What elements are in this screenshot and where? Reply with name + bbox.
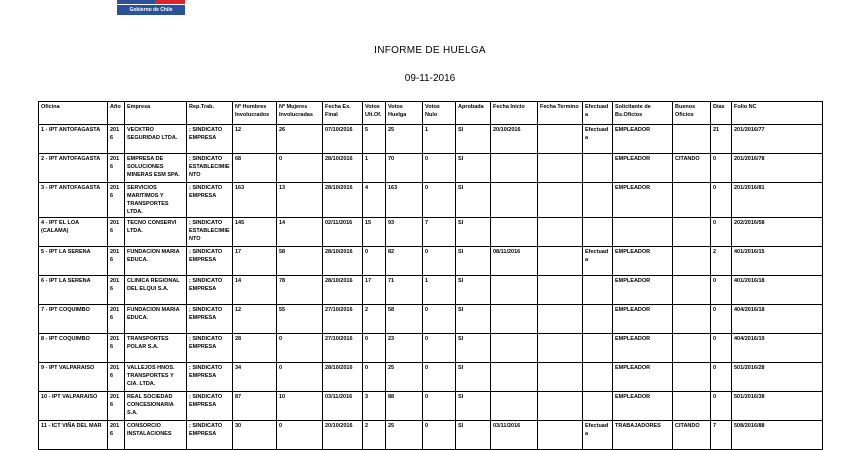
column-header: Folio NC (732, 102, 823, 125)
table-cell: 68 (233, 154, 277, 183)
table-cell: EMPLEADOR (613, 276, 673, 305)
table-cell: EMPLEADOR (613, 247, 673, 276)
table-cell: 28/10/2016 (323, 276, 363, 305)
column-header: Solicitante de Bs.Oficios (613, 102, 673, 125)
table-cell: 8 - IPT COQUIMBO (39, 334, 108, 363)
table-cell (583, 218, 613, 247)
table-cell: 71 (386, 276, 423, 305)
table-cell: 2016 (108, 305, 125, 334)
table-cell: 11 - ICT VIÑA DEL MAR (39, 421, 108, 450)
table-cell: SI (456, 154, 491, 183)
table-cell (583, 392, 613, 421)
table-cell: 0 (711, 392, 732, 421)
table-cell: SI (456, 334, 491, 363)
table-cell: 12 (233, 125, 277, 154)
table-cell: SERVICIOS MARITIMOS Y TRANSPORTES LTDA. (125, 183, 187, 218)
table-cell: 26 (277, 125, 323, 154)
table-cell: 1 (363, 154, 386, 183)
table-cell: 501/2016/28 (732, 363, 823, 392)
table-cell: 20/10/2016 (323, 421, 363, 450)
table-cell: 201/2016/81 (732, 183, 823, 218)
table-cell: EMPRESA DE SOLUCIONES MINERAS ESM SPA. (125, 154, 187, 183)
column-header: Votos Huelga (386, 102, 423, 125)
column-header: Nº Hombres Involucrados (233, 102, 277, 125)
table-cell: 1 - IPT ANTOFAGASTA (39, 125, 108, 154)
table-cell: SI (456, 305, 491, 334)
table-cell: 03/11/2016 (323, 392, 363, 421)
table-header-row (39, 102, 823, 125)
table-cell (538, 305, 583, 334)
table-cell: 0 (423, 334, 456, 363)
table-cell (673, 363, 711, 392)
strike-report-table (38, 101, 823, 450)
column-header: Fecha Termino (538, 102, 583, 125)
table-cell (583, 363, 613, 392)
table-cell: EMPLEADOR (613, 363, 673, 392)
table-cell: 88 (386, 392, 423, 421)
table-cell: CLINICA REGIONAL DEL ELQUI S.A. (125, 276, 187, 305)
table-cell: 404/2016/19 (732, 334, 823, 363)
table-cell: 0 (711, 276, 732, 305)
table-cell (491, 334, 538, 363)
table-row (39, 154, 823, 183)
table-cell: 28/10/2016 (323, 363, 363, 392)
table-cell: ; SINDICATO EMPRESA (187, 363, 233, 392)
table-cell: EMPLEADOR (613, 183, 673, 218)
table-cell: 501/2016/38 (732, 392, 823, 421)
table-cell: 2016 (108, 334, 125, 363)
table-cell: 145 (233, 218, 277, 247)
column-header: Empresa (125, 102, 187, 125)
table-cell: 0 (423, 154, 456, 183)
table-cell: 6 - IPT LA SERENA (39, 276, 108, 305)
column-header: Aprobada (456, 102, 491, 125)
table-cell: 15 (363, 218, 386, 247)
table-cell: 28 (233, 334, 277, 363)
table-cell: TECNO CONSERVI LTDA. (125, 218, 187, 247)
column-header: Días (711, 102, 732, 125)
table-cell: 34 (233, 363, 277, 392)
table-cell: 0 (277, 334, 323, 363)
table-cell (491, 218, 538, 247)
table-cell: Efectuada (583, 125, 613, 154)
table-cell: 0 (423, 363, 456, 392)
table-cell: 4 - IPT EL LOA (CALAMA) (39, 218, 108, 247)
table-cell (673, 218, 711, 247)
table-cell: 93 (386, 218, 423, 247)
table-cell: 2016 (108, 183, 125, 218)
table-cell (673, 305, 711, 334)
table-cell: CITANDO (673, 421, 711, 450)
table-cell: 5 - IPT LA SERENA (39, 247, 108, 276)
table-cell: 23 (386, 334, 423, 363)
table-cell: ; SINDICATO EMPRESA (187, 247, 233, 276)
table-cell (583, 305, 613, 334)
table-cell: 401/2016/18 (732, 276, 823, 305)
table-cell (613, 218, 673, 247)
table-cell: 17 (363, 276, 386, 305)
table-cell (538, 276, 583, 305)
table-cell (538, 247, 583, 276)
logo-flag-bar (117, 0, 185, 4)
table-cell (583, 183, 613, 218)
table-cell: ; SINDICATO EMPRESA (187, 334, 233, 363)
table-cell: TRABAJADORES (613, 421, 673, 450)
table-cell: 9 - IPT VALPARAISO (39, 363, 108, 392)
table-cell: 08/11/2016 (491, 247, 538, 276)
table-cell: 163 (233, 183, 277, 218)
table-cell: 28/10/2016 (323, 247, 363, 276)
table-cell: 27/10/2016 (323, 334, 363, 363)
table-row (39, 363, 823, 392)
table-cell: EMPLEADOR (613, 392, 673, 421)
table-row (39, 305, 823, 334)
table-row (39, 276, 823, 305)
table-cell: 78 (277, 276, 323, 305)
table-cell: 0 (711, 154, 732, 183)
table-cell: 404/2016/18 (732, 305, 823, 334)
table-cell: 0 (423, 421, 456, 450)
table-cell: EMPLEADOR (613, 125, 673, 154)
table-cell (491, 183, 538, 218)
column-header: Fecha Ex. Final (323, 102, 363, 125)
table-cell (538, 154, 583, 183)
table-cell (673, 125, 711, 154)
table-cell: 0 (711, 305, 732, 334)
table-cell: 0 (277, 421, 323, 450)
table-cell: 58 (277, 247, 323, 276)
table-cell: 202/2016/58 (732, 218, 823, 247)
table-cell: 7 - IPT COQUIMBO (39, 305, 108, 334)
table-cell: 7 (423, 218, 456, 247)
table-cell: ; SINDICATO EMPRESA (187, 276, 233, 305)
table-body (39, 125, 823, 450)
table-cell: Efectuada (583, 247, 613, 276)
table-cell: ; SINDICATO EMPRESA (187, 421, 233, 450)
table-cell: SI (456, 421, 491, 450)
table-cell: 25 (386, 125, 423, 154)
table-cell: 401/2016/15 (732, 247, 823, 276)
table-cell: 03/11/2016 (491, 421, 538, 450)
table-cell (538, 125, 583, 154)
table-cell: 0 (711, 363, 732, 392)
table-cell: 82 (386, 247, 423, 276)
table-cell: 17 (233, 247, 277, 276)
column-header: Votos Ult.Of. (363, 102, 386, 125)
table-cell: 0 (277, 154, 323, 183)
table-cell (538, 421, 583, 450)
table-cell: FUNDACION MARIA EDUCA. (125, 247, 187, 276)
table-cell (491, 276, 538, 305)
table-cell: TRANSPORTES POLAR S.A. (125, 334, 187, 363)
table-cell: 2016 (108, 125, 125, 154)
table-cell: 2016 (108, 276, 125, 305)
table-cell: CONSORCIO INSTALACIONES (125, 421, 187, 450)
report-date: 09-11-2016 (404, 73, 456, 84)
table-cell (538, 363, 583, 392)
table-cell: ; SINDICATO EMPRESA (187, 125, 233, 154)
table-row (39, 392, 823, 421)
table-cell: VECKTRO SEGURIDAD LTDA. (125, 125, 187, 154)
table-cell: SI (456, 363, 491, 392)
table-cell: 163 (386, 183, 423, 218)
table-cell: 0 (277, 363, 323, 392)
table-cell: 58 (386, 305, 423, 334)
table-cell: 4 (363, 183, 386, 218)
table-cell: 3 - IPT ANTOFAGASTA (39, 183, 108, 218)
table-cell: 55 (277, 305, 323, 334)
table-row (39, 334, 823, 363)
table-cell: 28/10/2016 (323, 154, 363, 183)
table-row (39, 421, 823, 450)
table-cell (491, 305, 538, 334)
table-cell: CITANDO (673, 154, 711, 183)
table-cell (583, 334, 613, 363)
table-cell: ; SINDICATO ESTABLECIMIENTO (187, 218, 233, 247)
table-cell: SI (456, 247, 491, 276)
table-cell: 70 (386, 154, 423, 183)
table-cell: 21 (711, 125, 732, 154)
table-cell: 28/10/2016 (323, 183, 363, 218)
table-cell (491, 392, 538, 421)
table-cell (673, 276, 711, 305)
table-cell: 201/2016/78 (732, 154, 823, 183)
column-header: Buenos Oficios (673, 102, 711, 125)
table-cell: 0 (423, 247, 456, 276)
table-cell: 2016 (108, 247, 125, 276)
table-row (39, 247, 823, 276)
table-cell: 0 (711, 183, 732, 218)
table-cell: 2 (363, 421, 386, 450)
column-header: Fecha Inicio (491, 102, 538, 125)
table-cell: 2 (363, 305, 386, 334)
table-cell: 0 (363, 334, 386, 363)
table-cell: 508/2016/88 (732, 421, 823, 450)
table-cell: ; SINDICATO EMPRESA (187, 183, 233, 218)
table-cell: 3 (363, 392, 386, 421)
table-cell: Efectuada (583, 421, 613, 450)
table-cell: 0 (423, 183, 456, 218)
table-cell: ; SINDICATO ESTABLECIMIENTO (187, 154, 233, 183)
table-cell: 10 (277, 392, 323, 421)
table-cell: 0 (363, 363, 386, 392)
table-cell: EMPLEADOR (613, 305, 673, 334)
table-cell: 14 (277, 218, 323, 247)
table-cell (673, 183, 711, 218)
table-cell: 0 (363, 247, 386, 276)
table-row (39, 183, 823, 218)
table-cell: 13 (277, 183, 323, 218)
table-cell: 1 (423, 125, 456, 154)
table-row (39, 125, 823, 154)
table-cell: 2016 (108, 392, 125, 421)
table-cell: 2016 (108, 154, 125, 183)
table-cell: 0 (423, 305, 456, 334)
logo-text: Gobierno de Chile (117, 5, 185, 15)
table-cell (583, 276, 613, 305)
table-cell: 12 (233, 305, 277, 334)
table-cell (538, 334, 583, 363)
table-cell: 02/11/2016 (323, 218, 363, 247)
table-cell (673, 392, 711, 421)
table-cell: 07/10/2016 (323, 125, 363, 154)
table-cell (583, 154, 613, 183)
table-cell: 20/10/2016 (491, 125, 538, 154)
table-cell: SI (456, 125, 491, 154)
table-cell (673, 247, 711, 276)
table-cell (491, 154, 538, 183)
table-cell (673, 334, 711, 363)
column-header: Rep.Trab. (187, 102, 233, 125)
table-cell: 5 (363, 125, 386, 154)
table-cell: EMPLEADOR (613, 154, 673, 183)
table-cell: 2 (711, 247, 732, 276)
table-row (39, 218, 823, 247)
table-cell: 30 (233, 421, 277, 450)
table-cell: 1 (423, 276, 456, 305)
table-cell: VALLEJOS HNOS. TRANSPORTES Y CIA. LTDA. (125, 363, 187, 392)
table-cell: 14 (233, 276, 277, 305)
table-cell: SI (456, 218, 491, 247)
table-cell: ; SINDICATO EMPRESA (187, 305, 233, 334)
table-cell: 0 (423, 392, 456, 421)
table-cell: ; SINDICATO EMPRESA (187, 392, 233, 421)
table-cell: 27/10/2016 (323, 305, 363, 334)
table-cell: EMPLEADOR (613, 334, 673, 363)
table-cell: 7 (711, 421, 732, 450)
table-cell (538, 218, 583, 247)
report-title: INFORME DE HUELGA (374, 45, 486, 56)
table-cell (538, 392, 583, 421)
column-header: Votos Nulo (423, 102, 456, 125)
table-cell: 201/2016/77 (732, 125, 823, 154)
gobierno-logo (117, 0, 185, 16)
table-cell (491, 363, 538, 392)
table-cell: REAL SOCIEDAD CONCESIONARIA S.A. (125, 392, 187, 421)
column-header: Año (108, 102, 125, 125)
column-header: Oficina (39, 102, 108, 125)
column-header: Nº Mujeres Involucradas (277, 102, 323, 125)
table-cell: 10 - IPT VALPARAISO (39, 392, 108, 421)
table-cell: 0 (711, 334, 732, 363)
table-cell: 25 (386, 363, 423, 392)
table-cell: 87 (233, 392, 277, 421)
table-cell: SI (456, 392, 491, 421)
table-cell: 2016 (108, 218, 125, 247)
table-cell: 2016 (108, 421, 125, 450)
table-cell: 2016 (108, 363, 125, 392)
table-cell: 2 - IPT ANTOFAGASTA (39, 154, 108, 183)
table-cell: FUNDACION MARIA EDUCA. (125, 305, 187, 334)
table-cell: SI (456, 183, 491, 218)
table-cell: 25 (386, 421, 423, 450)
table-cell: 0 (711, 218, 732, 247)
column-header: Efectuada (583, 102, 613, 125)
table-cell: SI (456, 276, 491, 305)
table-cell (538, 183, 583, 218)
